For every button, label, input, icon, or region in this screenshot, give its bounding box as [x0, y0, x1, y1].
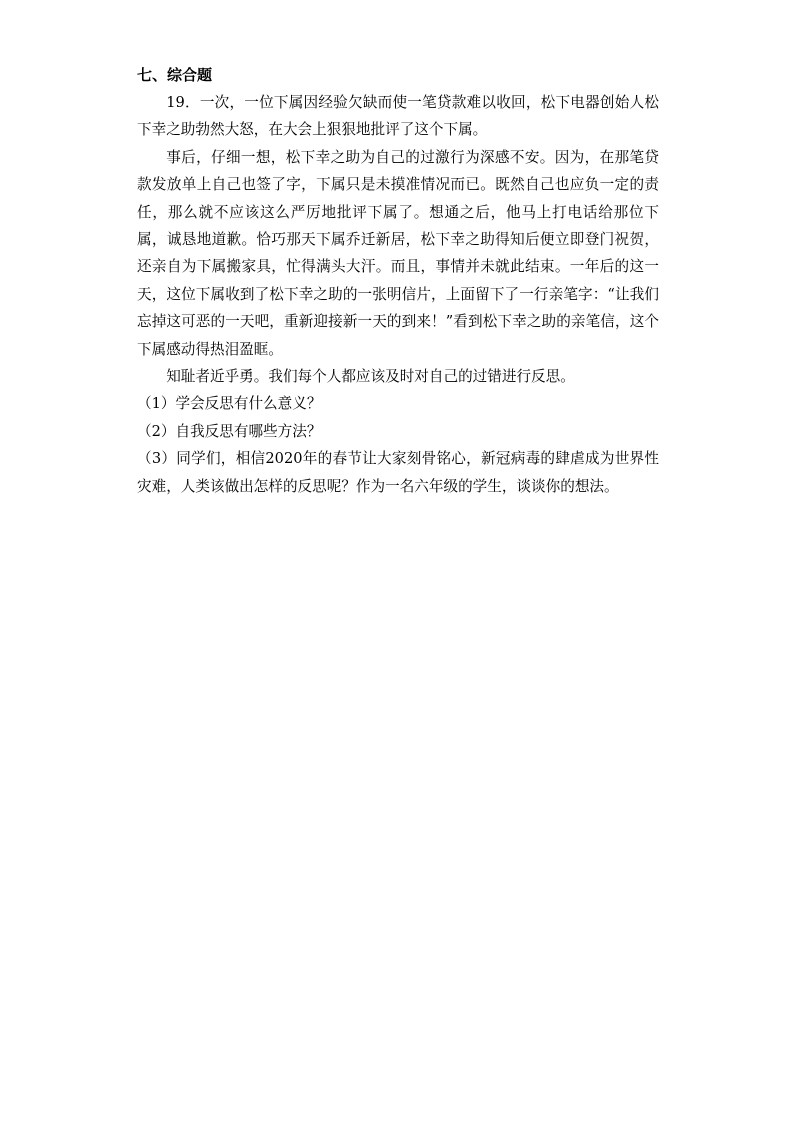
question-paragraph-2: 事后，仔细一想，松下幸之助为自己的过激行为深感不安。因为，在那笔贷款发放单上自己也签了字，下属只是未摸准情况而已。既然自己也应负一定的责任，那么就不应该这么严厉地批评下属了。想通之后，他马上打电话给那位下属，诚恳地道歉。恰巧那天下属乔迁新居，松下幸之助得知后便立即登门祝贺，还亲自为下属搬家具，忙得满头大汗。而且，事情并未就此结束。一年后的这一天，这位下属收到了松下幸之助的一张明信片，上面留下了一行亲笔字：“让我们忘掉这可恶的一天吧，重新迎接新一天的到来！”看到松下幸之助的亲笔信，这个下属感动得热泪盈眶。	[137, 148, 659, 358]
question-paragraph-3: 知耻者近乎勇。我们每个人都应该及时对自己的过错进行反思。	[166, 368, 575, 386]
sub-question-3: （3）同学们，相信2020年的春节让大家刻骨铭心，新冠病毒的肆虐成为世界性灾难，人类该做出怎样的反思呢？作为一名六年级的学生，谈谈你的想法。	[137, 450, 659, 495]
question-paragraph-1-text: 一次，一位下属因经验欠缺而使一笔贷款难以收回，松下电器创始人松下幸之助勃然大怒，在大会上狠狠地批评了这个下属。	[137, 94, 659, 139]
question-block	[137, 62, 659, 500]
sub-question-1: （1）学会反思有什么意义？	[137, 395, 322, 413]
question-paragraph-1	[137, 89, 659, 144]
section-title: 七、综合题	[137, 66, 213, 84]
question-number: 19．	[166, 94, 200, 111]
sub-question-2: （2）自我反思有哪些方法？	[137, 422, 322, 440]
